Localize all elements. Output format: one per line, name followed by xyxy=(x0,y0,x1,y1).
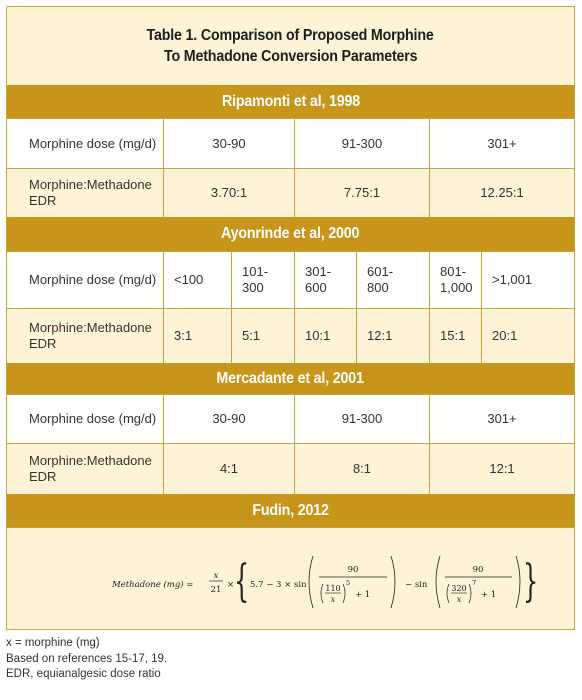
section-heading-mercadante xyxy=(7,363,574,394)
table-row xyxy=(7,443,574,494)
formula-graphic xyxy=(7,528,574,628)
table-row xyxy=(7,394,574,443)
formula-exp5: 5 xyxy=(346,579,351,587)
table-notes xyxy=(6,636,167,683)
table-cell: 301- 600 xyxy=(294,252,356,308)
table-row xyxy=(7,118,574,168)
table-cell: 3.70:1 xyxy=(163,169,294,217)
fudin-formula xyxy=(7,527,574,629)
formula-brace-right: } xyxy=(523,556,539,608)
row-label: Morphine:Methadone EDR xyxy=(29,177,152,208)
table-cell: 20:1 xyxy=(481,309,574,363)
formula-x: x xyxy=(213,571,219,581)
section-heading-ripamonti xyxy=(7,85,574,118)
table-cell: 4:1 xyxy=(163,444,294,494)
row-label: Morphine:Methadone EDR xyxy=(29,320,152,351)
table-cell: 15:1 xyxy=(429,309,481,363)
table-cell: 91-300 xyxy=(294,395,429,443)
table-cell: 30-90 xyxy=(163,395,294,443)
formula-brace-left: { xyxy=(234,556,250,608)
formula-90b: 90 xyxy=(472,565,484,575)
table-cell: 101- 300 xyxy=(231,252,294,308)
formula-90a: 90 xyxy=(347,565,359,575)
table-title-line1: Table 1. Comparison of Proposed Morphine xyxy=(146,27,435,44)
conversion-table xyxy=(6,6,575,630)
table-title xyxy=(7,7,574,85)
formula-xb: x xyxy=(456,595,462,604)
row-label: Morphine dose (mg/d) xyxy=(29,272,157,287)
formula-sin1: sin xyxy=(294,580,307,590)
note-references: Based on references 15-17, 19. xyxy=(6,652,168,665)
note-abbreviation: EDR, equianalgesic dose ratio xyxy=(6,668,161,680)
section-heading-text: Ripamonti et al, 1998 xyxy=(221,92,360,110)
table-cell: 601- 800 xyxy=(356,252,429,308)
table-row xyxy=(7,168,574,217)
table-cell: <100 xyxy=(163,252,231,308)
table-cell: 301+ xyxy=(429,395,574,443)
table-cell: 301+ xyxy=(429,119,574,168)
table-cell: 5:1 xyxy=(231,309,294,363)
table-cell: 801- 1,000 xyxy=(429,252,481,308)
formula-lhs: Methadone (mg) = xyxy=(112,580,194,590)
table-cell: 10:1 xyxy=(294,309,356,363)
table-cell: >1,001 xyxy=(481,252,574,308)
formula-xa: x xyxy=(330,595,336,604)
table-title-line2: To Methadone Conversion Parameters xyxy=(163,48,418,65)
formula-110: 110 xyxy=(325,584,341,593)
formula-times: × xyxy=(227,580,235,590)
table-cell: 12:1 xyxy=(429,444,574,494)
table-cell: 91-300 xyxy=(294,119,429,168)
table-row xyxy=(7,251,574,308)
section-heading-text: Ayonrinde et al, 2000 xyxy=(221,225,360,242)
row-label: Morphine dose (mg/d) xyxy=(29,135,157,151)
row-label: Morphine dose (mg/d) xyxy=(29,411,157,426)
table-cell: 3:1 xyxy=(163,309,231,363)
table-cell: 12.25:1 xyxy=(429,169,574,217)
table-cell: 8:1 xyxy=(294,444,429,494)
section-heading-ayonrinde xyxy=(7,217,574,251)
formula-plus1b: + 1 xyxy=(481,590,497,600)
formula-plus1a: + 1 xyxy=(355,590,371,600)
formula-exp7: 7 xyxy=(472,579,477,587)
table-row xyxy=(7,308,574,363)
formula-minus-sin: − sin xyxy=(405,580,428,590)
section-heading-text: Mercadante et al, 2001 xyxy=(216,369,365,387)
table-cell: 12:1 xyxy=(356,309,429,363)
formula-320: 320 xyxy=(451,584,467,593)
table-cell: 7.75:1 xyxy=(294,169,429,217)
formula-coeff: 5.7 − 3 × xyxy=(250,580,292,590)
row-label: Morphine:Methadone EDR xyxy=(29,453,152,484)
note-variable: x = morphine (mg) xyxy=(6,637,100,649)
table-cell: 30-90 xyxy=(163,119,294,168)
section-heading-fudin xyxy=(7,494,574,527)
section-heading-text: Fudin, 2012 xyxy=(252,501,329,519)
formula-21: 21 xyxy=(210,585,222,595)
